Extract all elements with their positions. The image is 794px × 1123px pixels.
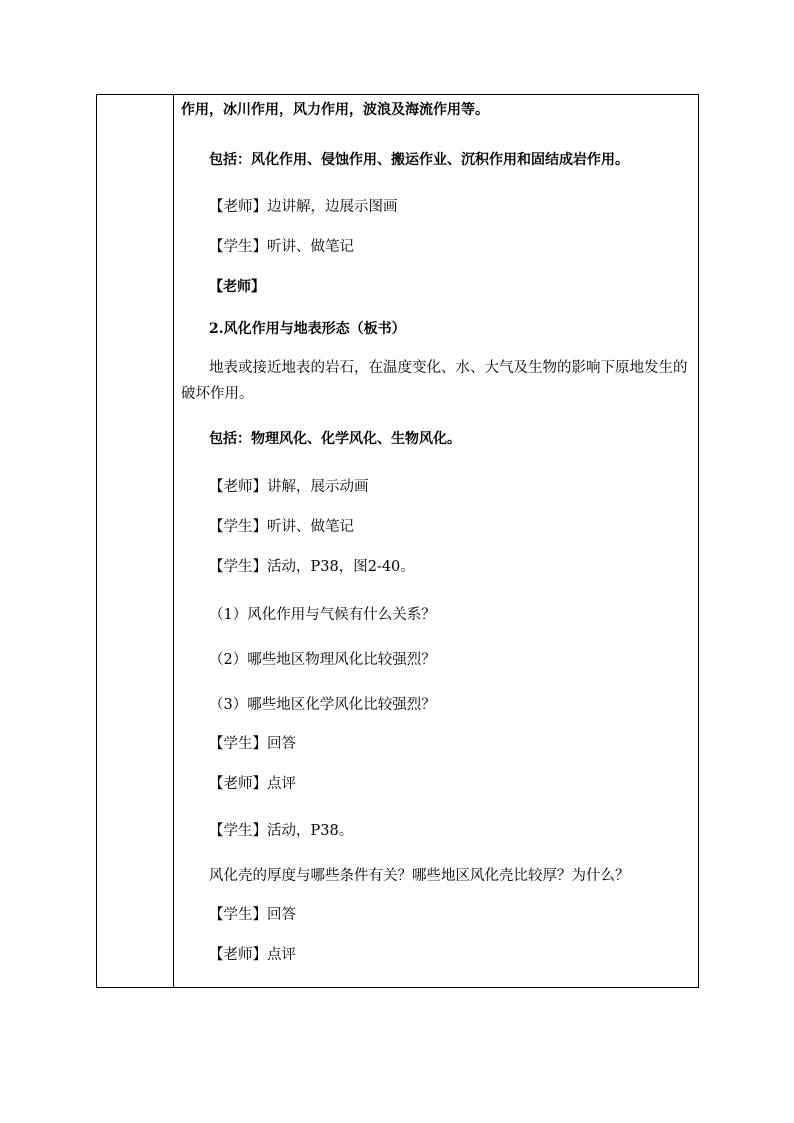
- section-heading: 2.风化作用与地表形态（板书）: [209, 321, 406, 337]
- text-line-3: 【老师】边讲解，边展示图画: [209, 199, 398, 215]
- text-line-11: 【学生】活动，P38，图2-40。: [209, 559, 415, 575]
- question-thickness: 风化壳的厚度与哪些条件有关？哪些地区风化壳比较厚？为什么？: [209, 868, 630, 884]
- text-line-1: 作用，冰川作用，风力作用，波浪及海流作用等。: [181, 102, 489, 118]
- text-line-2: 包括：风化作用、侵蚀作用、搬运作业、沉积作用和固结成岩作用。: [209, 152, 629, 168]
- text-line-17: 【学生】活动，P38。: [209, 823, 354, 839]
- text-line-4: 【学生】听讲、做笔记: [209, 239, 354, 255]
- text-line-19: 【学生】回答: [209, 907, 296, 923]
- question-3: （3）哪些地区化学风化比较强烈？: [209, 697, 436, 713]
- text-line-20: 【老师】点评: [209, 947, 296, 963]
- text-line-9: 【老师】讲解，展示动画: [209, 479, 369, 495]
- text-line-15: 【学生】回答: [209, 736, 296, 752]
- question-1: （1）风化作用与气候有什么关系？: [209, 607, 436, 623]
- text-line-5: 【老师】: [209, 279, 265, 295]
- text-line-10: 【学生】听讲、做笔记: [209, 519, 354, 535]
- column-divider: [173, 94, 174, 988]
- text-paragraph-definition: 地表或接近地表的岩石，在温度变化、水、大气及生物的影响下原地发生的破坏作用。: [181, 360, 688, 402]
- question-2: （2）哪些地区物理风化比较强烈？: [209, 652, 436, 668]
- text-line-16: 【老师】点评: [209, 776, 296, 792]
- text-line-8: 包括：物理风化、化学风化、生物风化。: [209, 431, 461, 447]
- table-frame: [96, 94, 699, 988]
